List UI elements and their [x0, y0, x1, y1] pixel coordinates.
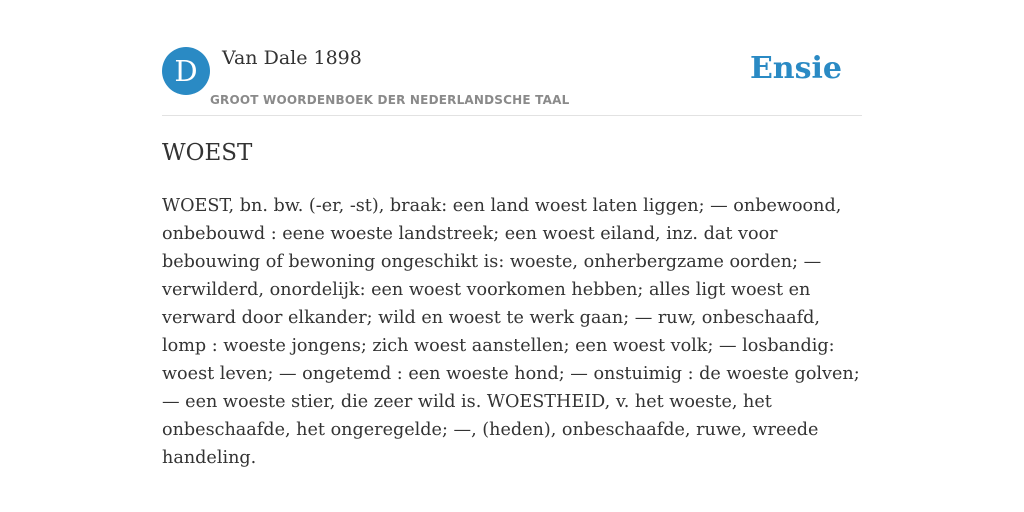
dictionary-subtitle: GROOT WOORDENBOEK DER NEDERLANDSCHE TAAL [210, 93, 570, 107]
dictionary-avatar[interactable]: D [162, 47, 210, 95]
dictionary-title[interactable]: Van Dale 1898 [222, 47, 362, 69]
ensie-logo[interactable]: Ensie [749, 51, 842, 86]
dictionary-header [162, 45, 862, 116]
entry-headword: WOEST [162, 140, 253, 166]
entry-definition: WOEST, bn. bw. (-er, -st), braak: een land woest laten liggen; — onbewoond, onbebouwd : eene woeste landstreek; een woest eiland, inz. dat voor bebouwing of bewoning ongeschikt is: woeste, onherbergzame oorden; — verwilderd, onordelijk: een woest voorkomen hebben; alles ligt woest en verward door elkander; wild en woest te werk gaan; — ruw, onbeschaafd, lomp : woeste jongens; zich woest aanstellen; een woest volk; — losbandig: woest leven; — ongetemd : een woeste hond; — onstuimig : de woeste golven; — een woeste stier, die zeer wild is. WOESTHEID, v. het woeste, het onbeschaafde, het ongeregelde; —, (heden), onbeschaafde, ruwe, wreede handeling. [162, 196, 860, 468]
